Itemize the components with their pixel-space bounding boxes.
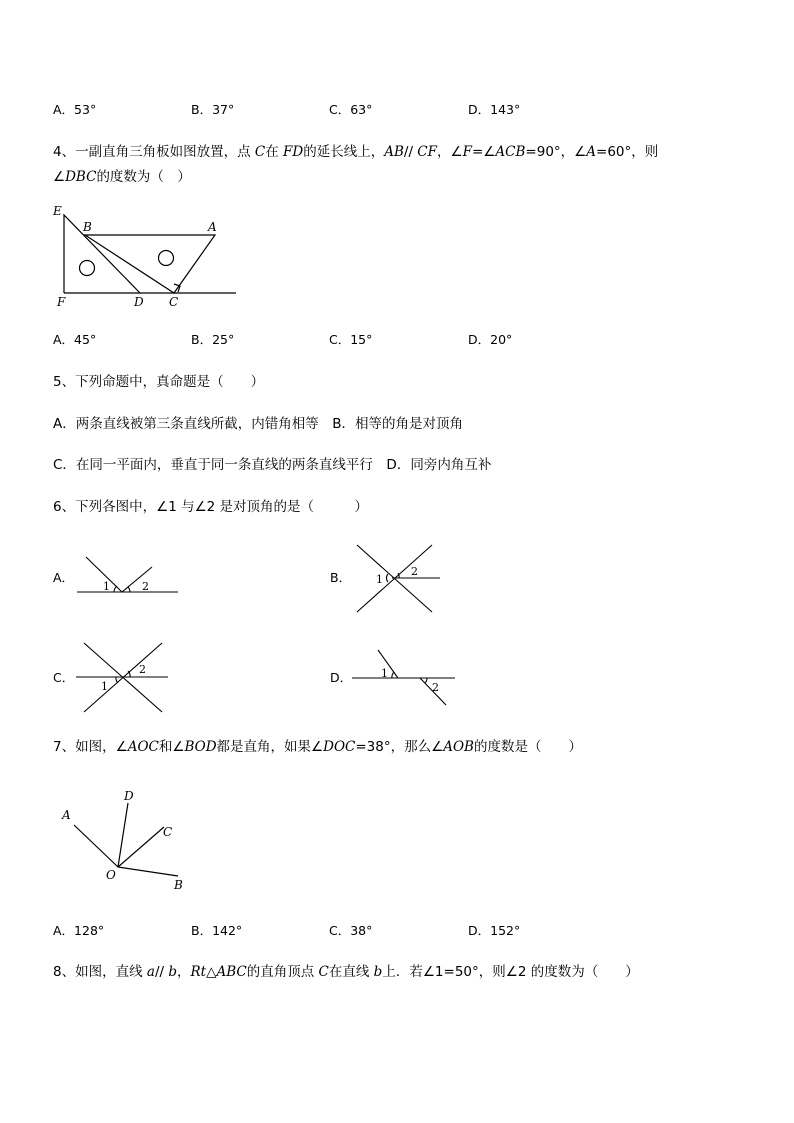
q4-label-e: E <box>53 204 62 218</box>
q7-label-d: D <box>124 789 134 803</box>
q6c-angle1-arc <box>116 677 118 683</box>
q4-circle-left <box>80 261 95 276</box>
q7-option-c: C．38° <box>329 923 373 938</box>
q6b-label-2: 2 <box>411 565 418 578</box>
q4-triangle-bac <box>85 235 215 293</box>
q6-figure-b <box>354 542 444 614</box>
q7-option-b: B．142° <box>191 923 243 938</box>
q4-label-b: B <box>83 220 92 234</box>
q6a-angle2-arc <box>128 587 130 592</box>
q4-label-a: A <box>208 220 217 234</box>
q4-option-c: C．15° <box>329 332 373 347</box>
q7-ray-oa <box>74 825 118 867</box>
q6-figure-a <box>74 555 184 595</box>
q4-option-a: A．45° <box>53 332 97 347</box>
q5-options-line2: C．在同一平面内，垂直于同一条直线的两条直线平行 D．同旁内角互补 <box>53 457 492 473</box>
q6a-label-2: 2 <box>142 580 149 593</box>
q6d-label-2: 2 <box>432 681 439 694</box>
q7-label-b: B <box>174 878 183 892</box>
q6b-angle1-arc <box>386 574 388 582</box>
q4-label-c: C <box>169 295 179 309</box>
q7-option-d: D．152° <box>468 923 521 938</box>
q7-figure <box>58 785 208 895</box>
q4-stem-line2: ∠DBC的度数为（ ） <box>53 169 191 185</box>
q6b-label-1: 1 <box>376 573 383 586</box>
q6-stem: 6、下列各图中，∠1 与∠2 是对顶角的是（ ） <box>53 499 369 515</box>
q7-stem: 7、如图，∠AOC和∠BOD都是直角，如果∠DOC=38°，那么∠AOB的度数是（ ） <box>53 739 582 755</box>
q3-option-b: B．37° <box>191 102 235 117</box>
q6-figure-c <box>76 640 176 714</box>
q3-option-c: C．63° <box>329 102 373 117</box>
q6-option-d-label: D． <box>330 670 353 685</box>
q4-figure <box>50 200 250 310</box>
q5-options-line1: A．两条直线被第三条直线所截，内错角相等 B．相等的角是对顶角 <box>53 416 463 432</box>
q3-option-d: D．143° <box>468 102 521 117</box>
q6-figure-d <box>352 648 462 708</box>
q6a-angle1-arc <box>114 586 117 592</box>
q4-triangle-efd <box>64 215 140 293</box>
q7-ray-od <box>118 803 128 867</box>
q6a-label-1: 1 <box>103 580 110 593</box>
q4-stem-line1: 4、一副直角三角板如图放置，点 C在 FD的延长线上，AB// CF，∠F=∠ACB=90°，∠A=60°，则 <box>53 144 659 160</box>
q6c-label-1: 1 <box>101 680 108 693</box>
q4-label-d: D <box>134 295 144 309</box>
q4-circle-right <box>159 251 174 266</box>
q7-label-a: A <box>62 808 71 822</box>
q5-stem: 5、下列命题中，真命题是（ ） <box>53 374 265 390</box>
q6-option-b-label: B． <box>330 570 352 585</box>
q7-label-o: O <box>106 868 116 882</box>
q4-option-d: D．20° <box>468 332 513 347</box>
q7-option-a: A．128° <box>53 923 105 938</box>
q6d-label-1: 1 <box>381 667 388 680</box>
q6-option-c-label: C． <box>53 670 75 685</box>
q6c-label-2: 2 <box>139 663 146 676</box>
q3-option-a: A．53° <box>53 102 97 117</box>
q8-stem: 8、如图，直线 a// b，Rt△ABC的直角顶点 C在直线 b上．若∠1=50°，则∠2 的度数为（ ） <box>53 964 639 980</box>
q7-label-c: C <box>163 825 173 839</box>
q7-ray-ob <box>118 867 178 876</box>
q4-option-b: B．25° <box>191 332 235 347</box>
q6d-angle1-arc <box>392 672 394 678</box>
q6d-angle2-arc <box>425 678 427 683</box>
q6-option-a-label: A． <box>53 570 75 585</box>
q7-ray-oc <box>118 827 164 867</box>
q4-label-f: F <box>57 295 66 309</box>
